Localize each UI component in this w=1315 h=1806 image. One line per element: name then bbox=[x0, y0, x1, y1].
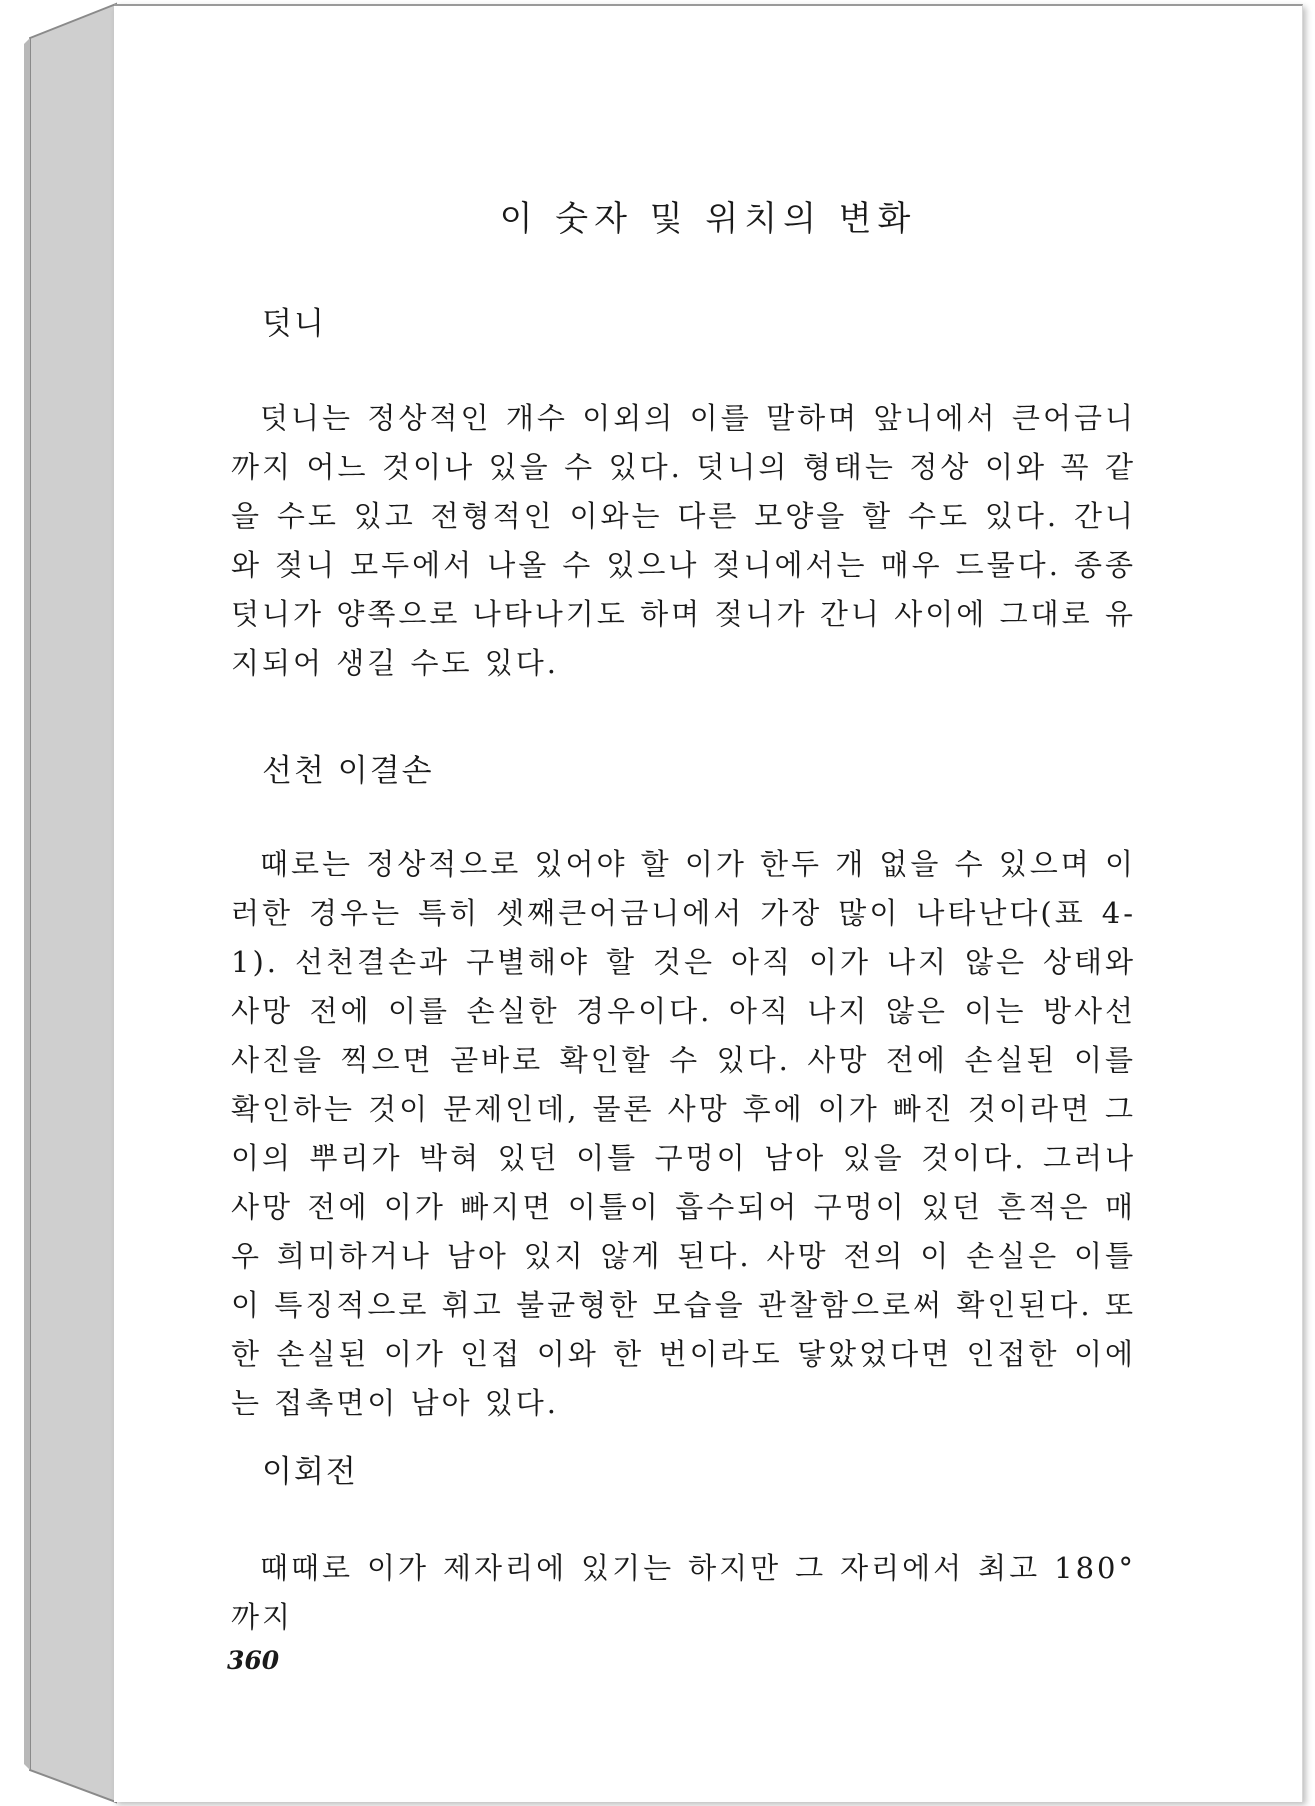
section-heading-congenital-absence: 선천 이결손 bbox=[262, 753, 434, 789]
section-heading-supernumerary: 덧니 bbox=[262, 306, 326, 342]
book-page bbox=[114, 4, 1303, 1802]
book-spine bbox=[0, 0, 120, 1806]
section-heading-rotation: 이회전 bbox=[262, 1454, 358, 1490]
paragraph-supernumerary: 덧니는 정상적인 개수 이외의 이를 말하며 앞니에서 큰어금니까지 어느 것이나 있을 수 있다. 덧니의 형태는 정상 이와 꼭 같을 수도 있고 전형적인 이와는 다른 모양을 할 수도 있다. 간니와 젖니 모두에서 나올 수 있으나 젖니에서는 매우 드물다. 종종 덧니가 양쪽으로 나타나기도 하며 젖니가 간니 사이에 그대로 유지되어 생길 수도 있다. bbox=[231, 401, 1136, 680]
page-number: 360 bbox=[227, 1646, 280, 1675]
chapter-title: 이 숫자 및 위치의 변화 bbox=[499, 199, 917, 239]
paragraph-rotation: 때때로 이가 제자리에 있기는 하지만 그 자리에서 최고 180°까지 bbox=[231, 1551, 1136, 1634]
paragraph-congenital-absence: 때로는 정상적으로 있어야 할 이가 한두 개 없을 수 있으며 이러한 경우는 특히 셋째큰어금니에서 가장 많이 나타난다(표 4-1). 선천결손과 구별해야 할 것은 아직 이가 나지 않은 상태와 사망 전에 이를 손실한 경우이다. 아직 나지 않은 이는 방사선 사진을 찍으면 곧바로 확인할 수 있다. 사망 전에 손실된 이를 확인하는 것이 문제인데, 물론 사망 후에 이가 빠진 것이라면 그 이의 뿌리가 박혀 있던 이틀 구멍이 남아 있을 것이다. 그러나 사망 전에 이가 빠지면 이틀이 흡수되어 구멍이 있던 흔적은 매우 희미하거나 남아 있지 않게 된다. 사망 전의 이 손실은 이틀이 특징적으로 휘고 불균형한 모습을 관찰함으로써 확인된다. 또한 손실된 이가 인접 이와 한 번이라도 닿았었다면 인접한 이에는 접촉면이 남아 있다. bbox=[231, 847, 1136, 1420]
